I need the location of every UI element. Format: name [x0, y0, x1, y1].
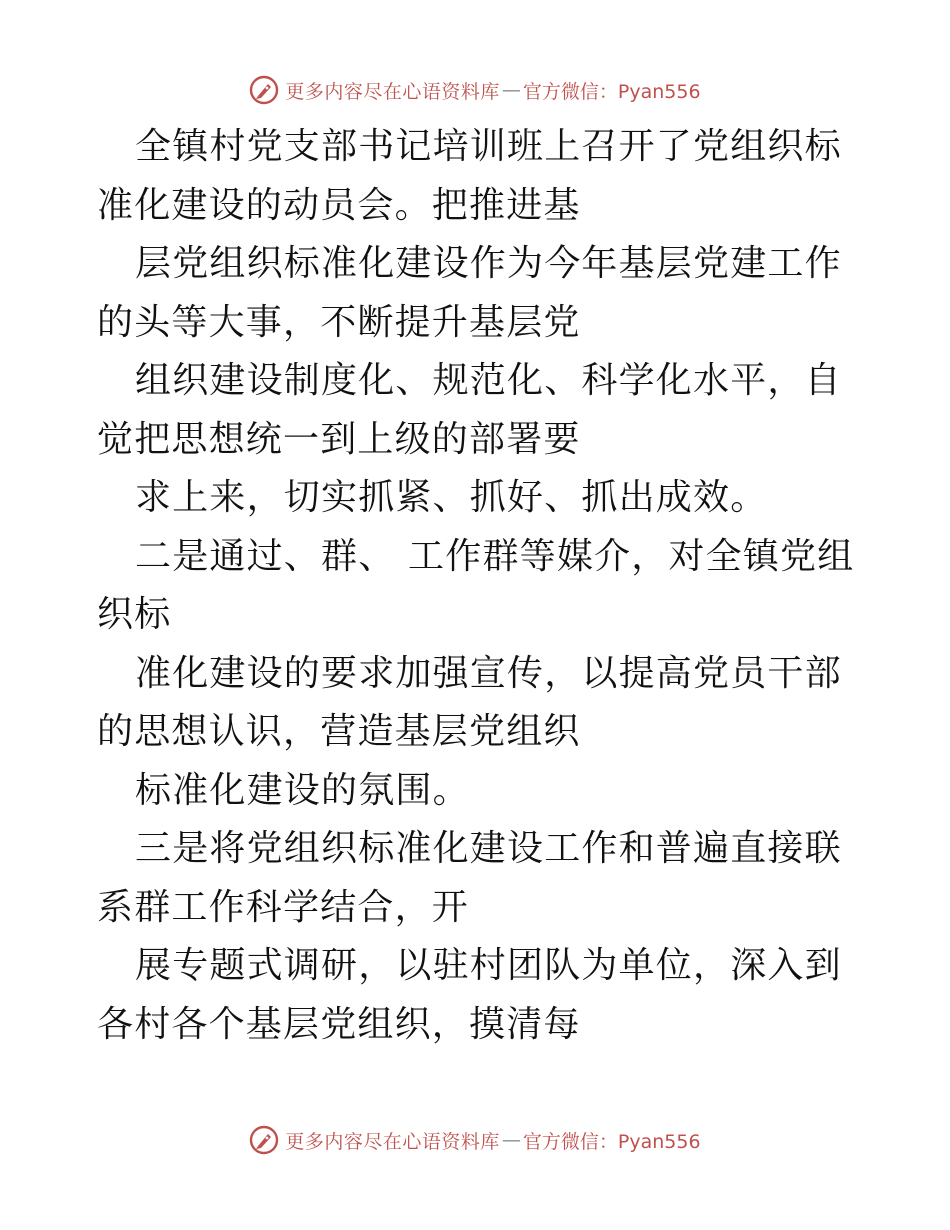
watermark-wechat-text: 官方微信：Pyan556	[522, 80, 701, 103]
paragraph: 标准化建设的氛围。	[135, 769, 470, 811]
paragraph: 求上来，切实抓紧、抓好、抓出成效。	[135, 477, 768, 518]
paragraph: 展专题式调研，以驻村团队为单位，深入到各村各个基层党组织，摸清每	[97, 945, 842, 1045]
document-body	[97, 118, 857, 1054]
pen-nib-icon	[249, 75, 279, 105]
watermark-separator: —	[501, 1129, 521, 1151]
paragraph: 组织建设制度化、规范化、科学化水平，自觉把思想统一到上级的部署要	[97, 360, 842, 460]
header-watermark	[0, 70, 950, 110]
watermark-separator: —	[501, 79, 521, 101]
paragraph: 层党组织标准化建设作为今年基层党建工作的头等大事，不断提升基层党	[97, 243, 842, 343]
watermark-main-text: 更多内容尽在心语资料库	[285, 1130, 500, 1153]
paragraph: 全镇村党支部书记培训班上召开了党组织标准化建设的动员会。把推进基	[97, 126, 842, 226]
pen-nib-icon	[249, 1125, 279, 1155]
watermark-wechat-text: 官方微信：Pyan556	[522, 1130, 701, 1153]
footer-watermark	[0, 1120, 950, 1160]
paragraph: 三是将党组织标准化建设工作和普遍直接联系群工作科学结合，开	[97, 828, 842, 928]
paragraph: 二是通过、群、 工作群等媒介，对全镇党组织标	[97, 535, 855, 635]
paragraph: 准化建设的要求加强宣传，以提高党员干部的思想认识，营造基层党组织	[97, 652, 842, 752]
watermark-main-text: 更多内容尽在心语资料库	[285, 80, 500, 103]
